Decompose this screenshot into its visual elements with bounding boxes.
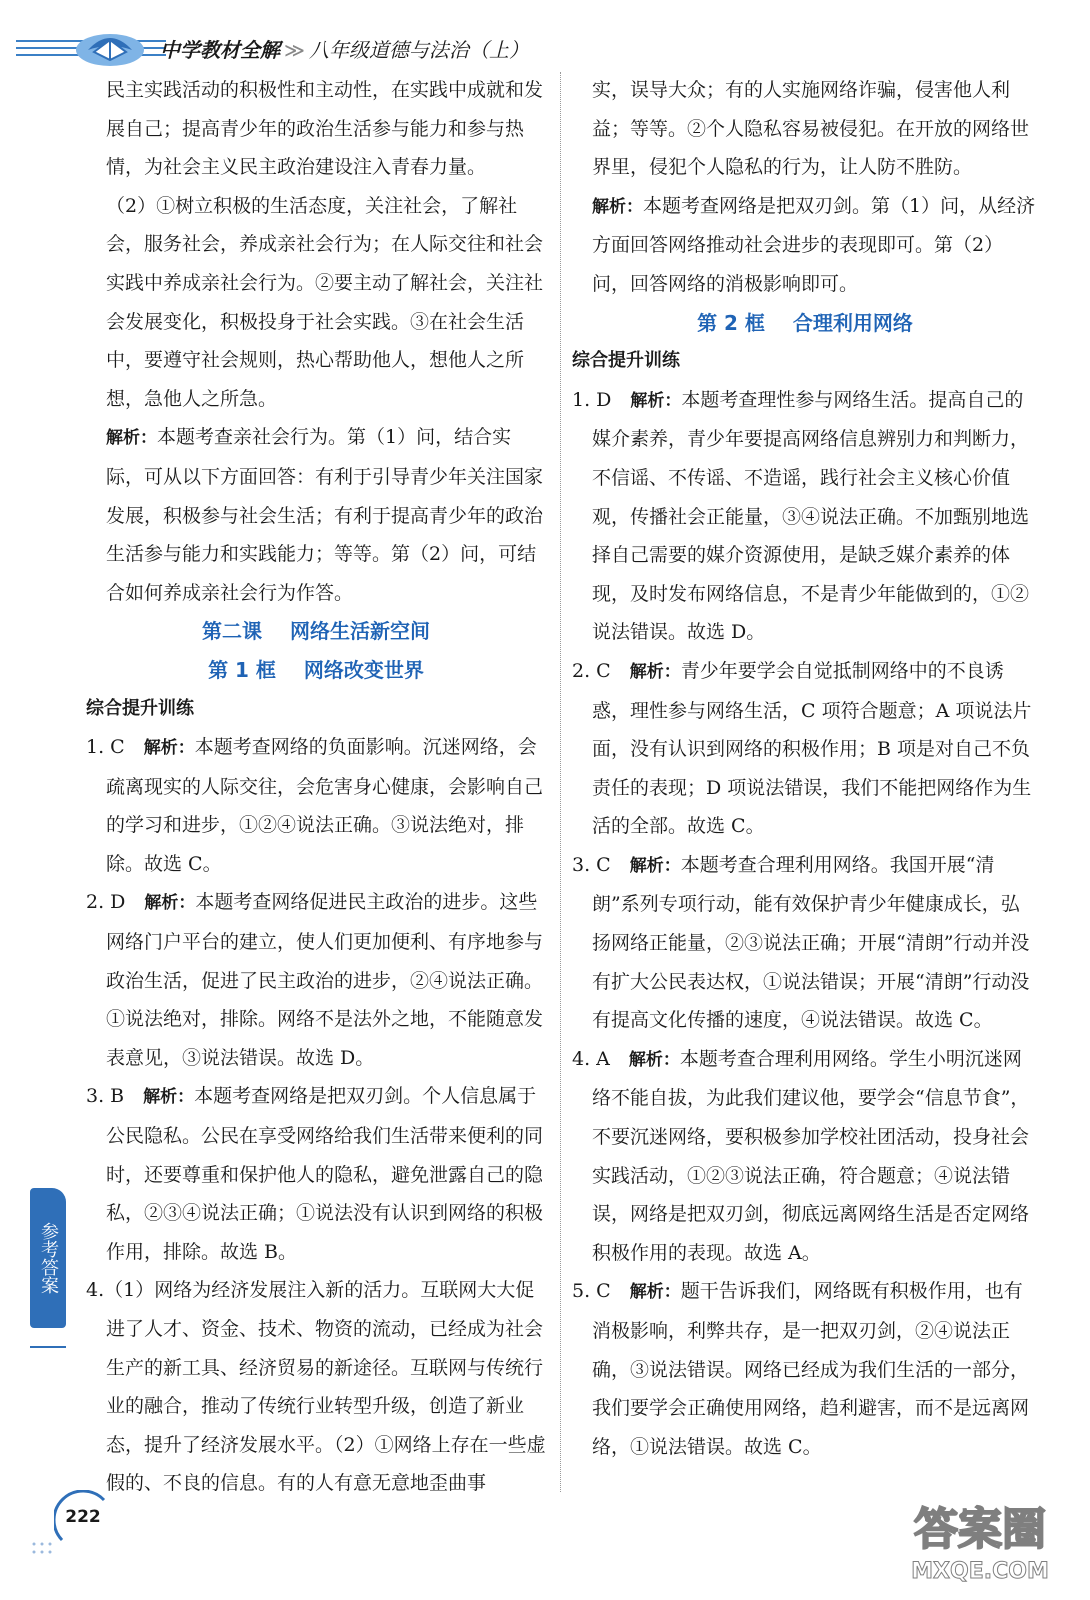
page-number: 222 — [65, 1507, 101, 1527]
lesson-title: 网络生活新空间 — [290, 619, 430, 644]
frame-number: 第 1 框 — [208, 657, 276, 682]
side-tab-underline — [30, 1346, 66, 1348]
frame-heading — [86, 651, 546, 690]
section-heading: 综合提升训练 — [572, 350, 680, 372]
analysis-label: 解析： — [629, 661, 681, 682]
left-column — [86, 71, 546, 1503]
watermark-bottom: MXQE.COM — [911, 1559, 1049, 1584]
column-divider — [560, 72, 561, 1492]
answer-number: 1. D — [572, 388, 612, 411]
analysis-label: 解析： — [592, 196, 643, 217]
frame-title: 网络改变世界 — [303, 657, 424, 682]
analysis-label: 解析： — [143, 738, 195, 759]
analysis-text: 本题考查网络是把双刃剑。第（1）问，从经济方面回答网络推动社会进步的表现即可。第（2）问，回答网络的消极影响即可。 — [592, 194, 1036, 295]
answer-item — [86, 1271, 546, 1503]
analysis-paragraph — [86, 418, 546, 612]
answer-number: 3. B — [86, 1085, 125, 1108]
answer-item — [572, 652, 1038, 846]
answer-continuation: 民主实践活动的积极性和主动性，在实践中成就和发展自己；提高青少年的政治生活参与能力和参与热情，为社会主义民主政治建设注入青春力量。 — [106, 79, 544, 179]
analysis-label: 解析： — [629, 855, 681, 876]
analysis-label: 解析： — [144, 893, 196, 914]
watermark-logo — [890, 1492, 1070, 1588]
answer-number: 5. C — [572, 1280, 611, 1303]
answer-item — [572, 846, 1038, 1040]
frame-heading — [572, 304, 1038, 343]
answer-number: 1. C — [86, 736, 125, 759]
watermark-top: 答案圈 — [914, 1504, 1046, 1555]
analysis-label: 解析： — [629, 1282, 681, 1303]
side-tab-answers: 参考答案 — [30, 1188, 66, 1328]
analysis-text: 本题考查亲社会行为。第（1）问，结合实际，可从以下方面回答：有利于引导青少年关注国家发展，积极参与社会生活；有利于提高青少年的政治生活参与能力和实践能力；等等。第（2）问，可结合如何养成亲社会行为作答。 — [106, 426, 544, 604]
analysis-label: 解析： — [106, 428, 157, 449]
answer-continuation: 实，误导大众；有的人实施网络诈骗，侵害他人利益；等等。②个人隐私容易被侵犯。在开放的网络世界里，侵犯个人隐私的行为，让人防不胜防。 — [592, 79, 1030, 179]
answer-number: 3. C — [572, 853, 611, 876]
analysis-label: 解析： — [630, 390, 682, 411]
answer-part-2: （2）①树立积极的生活态度，关注社会，了解社会，服务社会，养成亲社会行为；在人际交往和社会实践中养成亲社会行为。②要主动了解社会，关注社会发展变化，积极投身于社会实践。③在社会生活中，要遵守社会规则，热心帮助他人，想他人之所想，急他人之所急。 — [106, 194, 544, 410]
analysis-label: 解析： — [143, 1087, 195, 1108]
frame-title: 合理利用网络 — [792, 310, 913, 335]
answer-text: 本题考查合理利用网络。我国开展“清朗”系列专项行动，能有效保护青少年健康成长，弘扬网络正能量，②③说法正确；开展“清朗”行动并没有扩大公民表达权，①说法错误；开展“清朗”行动没有提高文化传播的速度，④说法错误。故选 C。 — [592, 853, 1030, 1032]
answer-number: 4. — [86, 1279, 105, 1302]
answer-text: 本题考查网络的负面影响。沉迷网络，会疏离现实的人际交往，会危害身心健康，会影响自己的学习和进步，①②④说法正确。③说法绝对，排除。故选 C。 — [106, 736, 544, 875]
frame-number: 第 2 框 — [697, 310, 765, 335]
answer-number: 2. D — [86, 891, 126, 914]
answer-text: 本题考查网络促进民主政治的进步。这些网络门户平台的建立，使人们更加便利、有序地参与政治生活，促进了民主政治的进步，②④说法正确。①说法绝对，排除。网络不是法外之地，不能随意发表意见，③说法错误。故选 D。 — [106, 891, 544, 1069]
answer-text: 本题考查合理利用网络。学生小明沉迷网络不能自拔，为此我们建议他，要学会“信息节食”，不要沉迷网络，要积极参加学校社团活动，投身社会实践活动，①②③说法正确，符合题意；④说法错误，网络是把双刃剑，彻底远离网络生活是否定网络积极作用的表现。故选 A。 — [592, 1047, 1030, 1264]
answer-item — [572, 1272, 1038, 1466]
answer-item — [572, 381, 1038, 652]
answer-text: 本题考查网络是把双刃剑。个人信息属于公民隐私。公民在享受网络给我们生活带来便利的同时，还要尊重和保护他人的隐私，避免泄露自己的隐私，②③④说法正确；①说法没有认识到网络的积极作用，排除。故选 B。 — [106, 1085, 544, 1263]
analysis-label: 解析： — [628, 1049, 680, 1070]
series-name: 中学教材全解 — [160, 38, 280, 62]
analysis-paragraph — [572, 187, 1038, 304]
section-heading: 综合提升训练 — [86, 697, 194, 719]
lesson-heading — [86, 612, 546, 651]
right-column — [572, 71, 1038, 1466]
answer-text: （1）网络为经济发展注入新的活力。互联网大大促进了人才、资金、技术、物资的流动，已经成为社会生产的新工具、经济贸易的新途径。互联网与传统行业的融合，推动了传统行业转型升级，创造了新业态，提升了经济发展水平。（2）①网络上存在一些虚假的、不良的信息。有的人有意无意地歪曲事 — [104, 1279, 546, 1495]
answer-item — [572, 1040, 1038, 1273]
answer-item — [86, 1077, 546, 1271]
header-title — [160, 34, 529, 63]
answer-number: 4. A — [572, 1047, 610, 1070]
answer-item — [86, 728, 546, 883]
answer-text: 青少年要学会自觉抵制网络中的不良诱惑，理性参与网络生活，C 项符合题意；A 项说法片面，没有认识到网络的积极作用；B 项是对自己不负责任的表现；D 项说法错误，我们不能把网络作为生活的全部。故选 C。 — [592, 659, 1032, 838]
book-logo-icon — [70, 20, 150, 70]
answer-number: 2. C — [572, 659, 611, 682]
page-header — [0, 0, 1090, 70]
decorative-dots-icon — [30, 1540, 70, 1560]
header-separator: ≫ — [284, 38, 305, 62]
answer-text: 题干告诉我们，网络既有积极作用，也有消极影响，利弊共存，是一把双刃剑，②④说法正确，③说法错误。网络已经成为我们生活的一部分，我们要学会正确使用网络，趋利避害，而不是远离网络，①说法错误。故选 C。 — [592, 1280, 1030, 1458]
answer-item — [86, 883, 546, 1077]
lesson-number: 第二课 — [202, 619, 262, 644]
subject-name: 八年级道德与法治（上） — [308, 38, 529, 62]
answer-text: 本题考查理性参与网络生活。提高自己的媒介素养，青少年要提高网络信息辨别力和判断力，不信谣、不传谣、不造谣，践行社会主义核心价值观，传播社会正能量，③④说法正确。不加甄别地选择自己需要的媒介资源使用，是缺乏媒介素养的体现，及时发布网络信息，不是青少年能做到的，①②说法错误。故选 D。 — [592, 388, 1030, 644]
